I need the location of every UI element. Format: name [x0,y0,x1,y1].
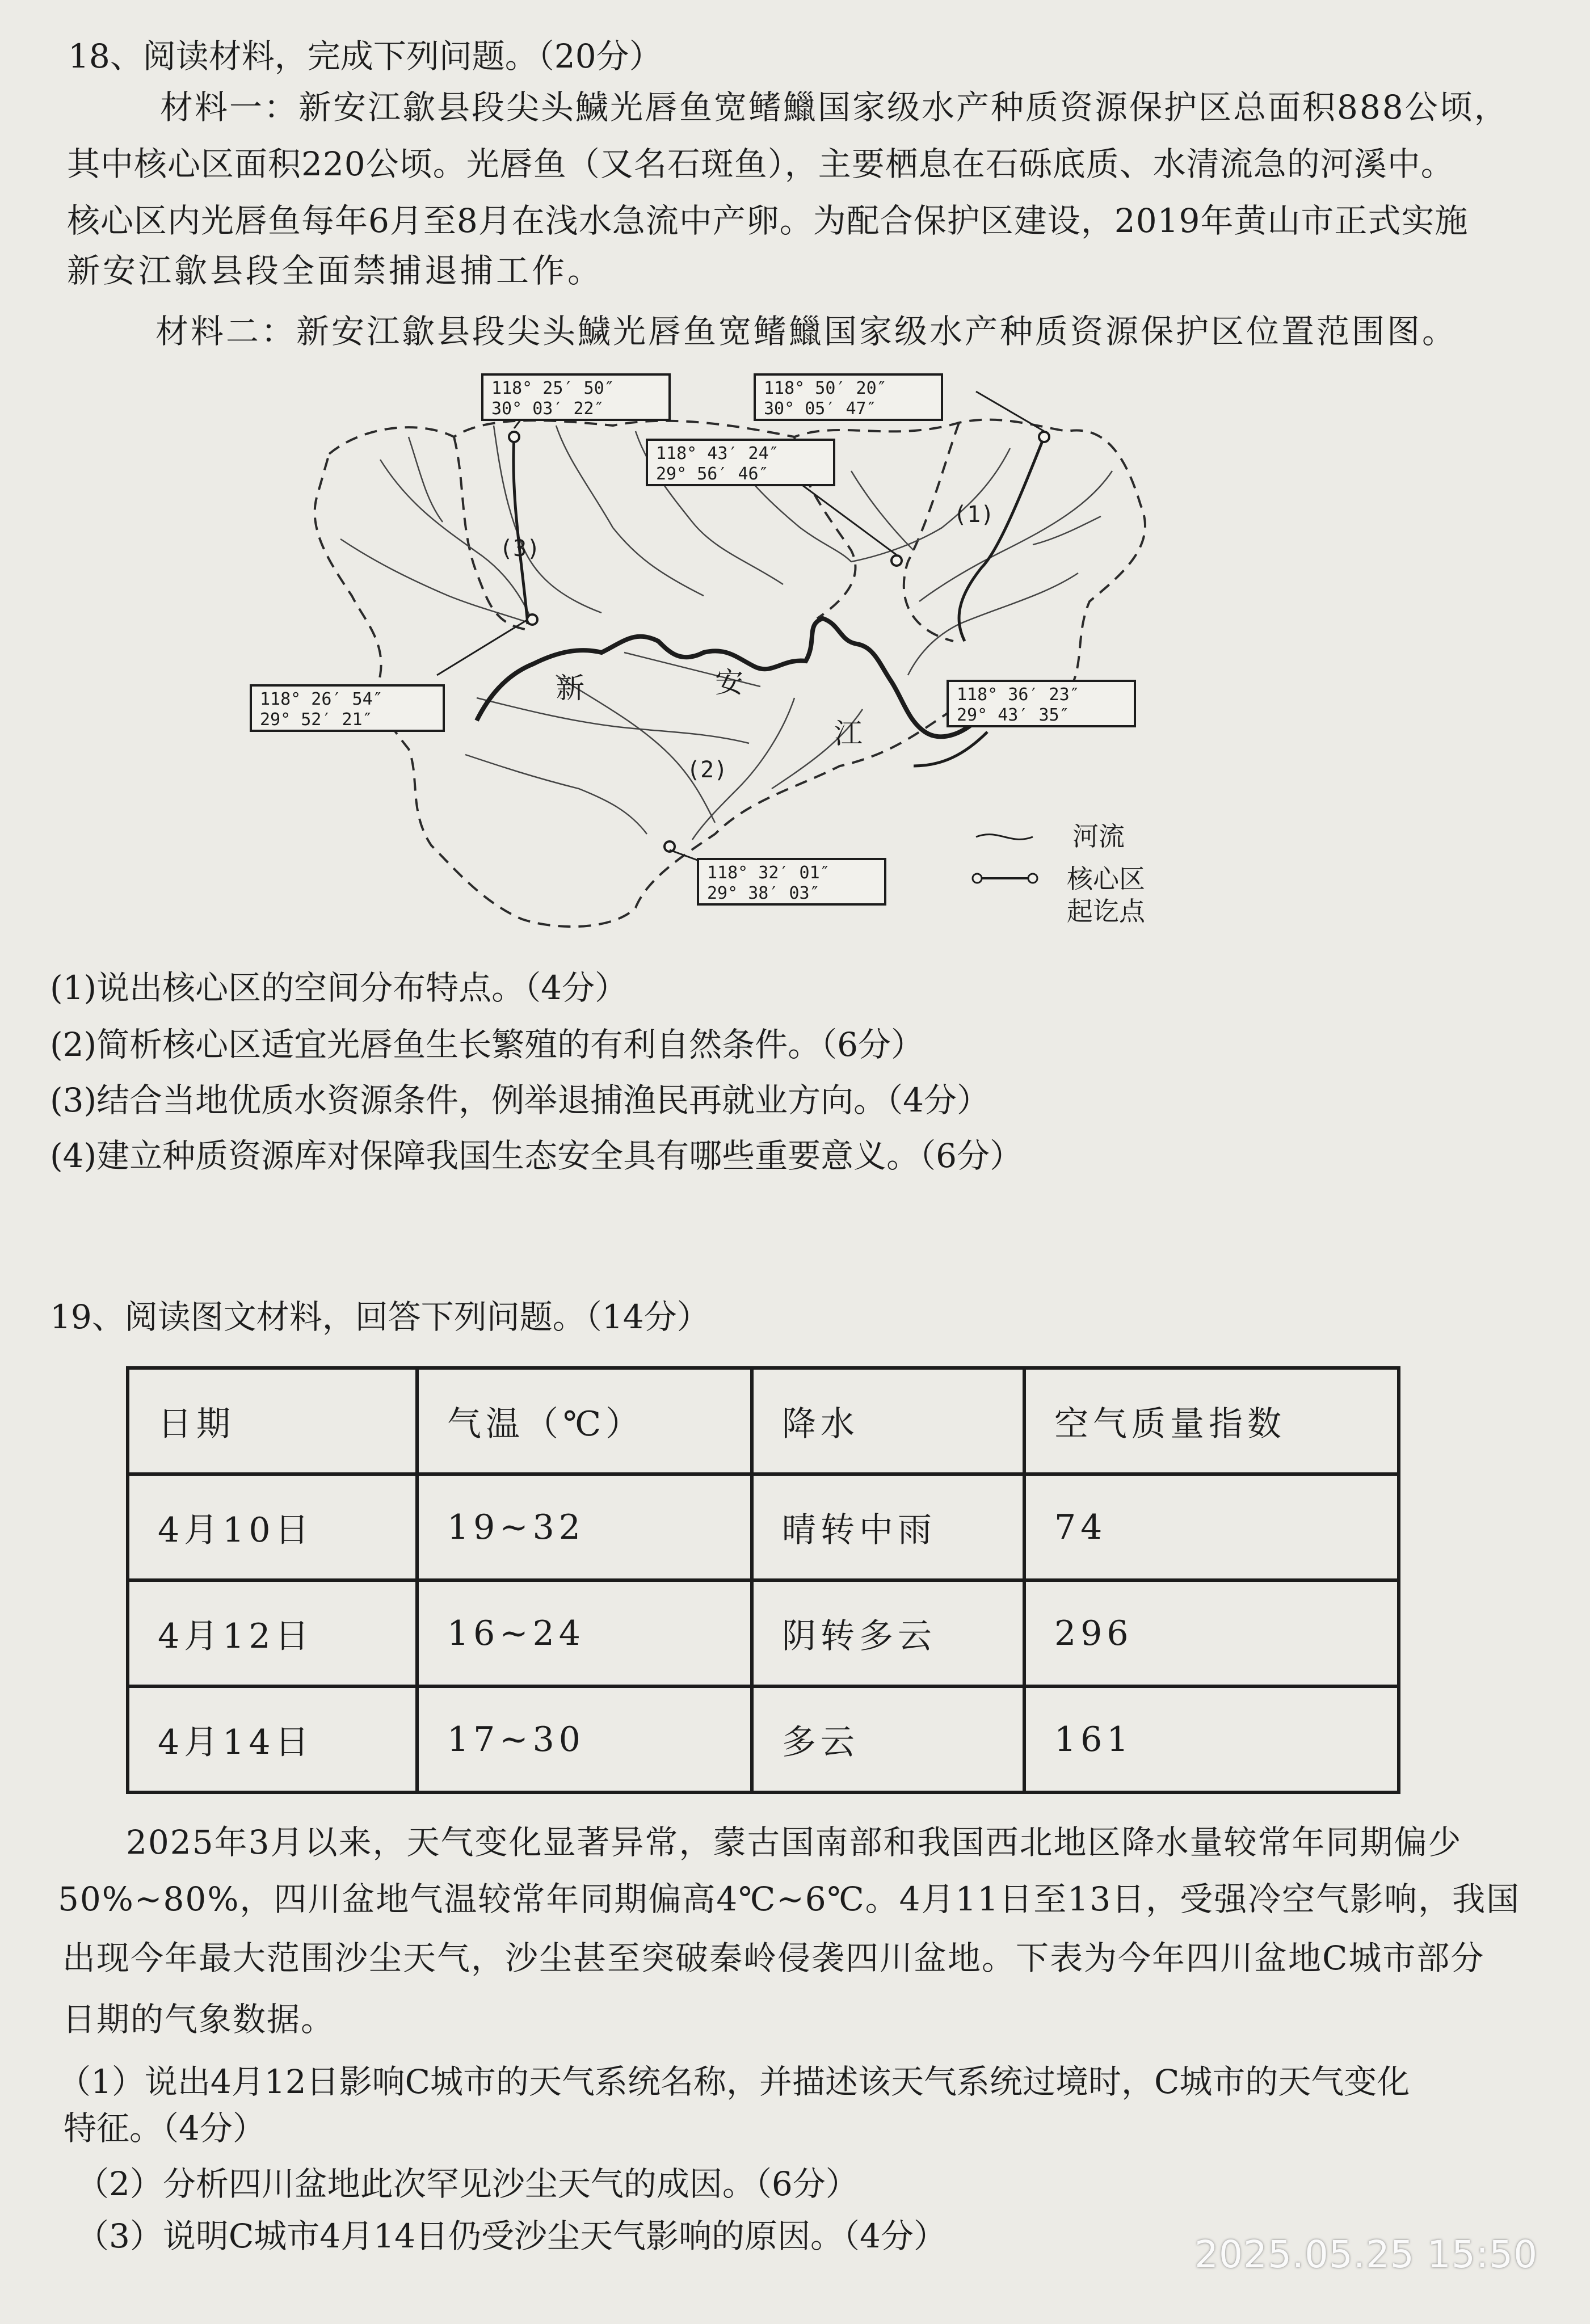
zone-label-3: (3) [499,536,541,562]
q18-question-4: (4)建立种质资源库对保障我国生态安全具有哪些重要意义。（6分） [50,1136,1023,1175]
header-date: 日期 [128,1368,417,1474]
svg-text:118° 50′ 20″: 118° 50′ 20″ [764,378,887,398]
q18-material1-line-1: 材料一：新安江歙县段尖头鱥光唇鱼宽鳍鱲国家级水产种质资源保护区总面积888公顷， [160,88,1509,127]
header-precipitation: 降水 [752,1368,1024,1474]
cell-date: 4月12日 [128,1580,417,1686]
q19-question-2: （2）分析四川盆地此次罕见沙尘天气的成因。（6分） [76,2165,859,2203]
weather-data-table [126,1366,1400,1794]
coordinate-callout-3 [647,440,834,485]
coordinate-callout-1 [482,374,670,420]
cell-air-quality: 74 [1024,1474,1399,1580]
header-air-quality: 空气质量指数 [1024,1368,1399,1474]
coordinate-callout-5 [948,681,1135,726]
coordinate-callout-4 [251,685,444,731]
table-header-row [128,1368,1399,1474]
q18-question-1: (1)说出核心区的空间分布特点。（4分） [50,969,628,1007]
svg-text:30° 05′ 47″: 30° 05′ 47″ [764,399,877,419]
q19-heading: 19、阅读图文材料，回答下列问题。（14分） [50,1298,710,1336]
svg-text:29° 56′ 46″: 29° 56′ 46″ [656,464,769,484]
legend-core-label: 核心区 [1067,864,1145,894]
coordinate-callout-6 [698,859,885,904]
svg-text:29° 52′ 21″: 29° 52′ 21″ [260,710,373,730]
svg-text:29° 43′ 35″: 29° 43′ 35″ [957,705,1070,725]
q19-question-1: （1）说出4月12日影响C城市的天气系统名称，并描述该天气系统过境时，C城市的天气变化 [58,2062,1410,2101]
table-row [128,1686,1399,1792]
q18-question-2: (2)简析核心区适宜光唇鱼生长繁殖的有利自然条件。（6分） [50,1025,924,1064]
svg-text:29° 38′ 03″: 29° 38′ 03″ [707,883,820,903]
cell-air-quality: 296 [1024,1580,1399,1686]
svg-text:118° 26′ 54″: 118° 26′ 54″ [260,689,383,709]
river-char-an: 安 [715,666,743,699]
cell-air-quality: 161 [1024,1686,1399,1792]
svg-text:30° 03′ 22″: 30° 03′ 22″ [491,399,604,419]
cell-precipitation: 晴转中雨 [752,1474,1024,1580]
photo-timestamp: 2025.05.25 15:50 [1194,2233,1538,2276]
legend-core-start-icon [973,874,982,883]
legend-river-label: 河流 [1072,821,1125,852]
cell-temperature: 17~30 [417,1686,752,1792]
map-legend [973,821,1146,927]
cell-temperature: 16~24 [417,1580,752,1686]
q19-question-1-cont: 特征。（4分） [64,2109,266,2148]
zone-label-2: (2) [687,757,728,783]
q19-paragraph-line-3: 出现今年最大范围沙尘天气，沙尘甚至突破秦岭侵袭四川盆地。下表为今年四川盆地C城市部分 [62,1939,1485,1977]
protection-zone-map [238,357,1214,942]
svg-text:118° 32′ 01″: 118° 32′ 01″ [707,863,830,883]
q19-paragraph-line-4: 日期的气象数据。 [62,2000,335,2039]
q18-question-3: (3)结合当地优质水资源条件，例举退捕渔民再就业方向。（4分） [50,1081,990,1119]
q18-material1-line-4: 新安江歙县段全面禁捕退捕工作。 [67,251,604,290]
table-row [128,1474,1399,1580]
cell-precipitation: 多云 [752,1686,1024,1792]
cell-date: 4月10日 [128,1474,417,1580]
legend-river-symbol [976,835,1033,840]
cell-precipitation: 阴转多云 [752,1580,1024,1686]
zone-label-1: (1) [953,502,995,528]
q19-question-3: （3）说明C城市4月14日仍受沙尘天气影响的原因。（4分） [76,2217,947,2255]
header-temperature: 气温（℃） [417,1368,752,1474]
cell-temperature: 19~32 [417,1474,752,1580]
legend-core-label-2: 起讫点 [1067,896,1145,927]
river-char-jiang: 江 [834,717,863,750]
legend-core-end-icon [1028,874,1037,883]
svg-text:118° 43′ 24″: 118° 43′ 24″ [656,444,779,464]
coordinate-callout-2 [755,374,942,420]
q18-material2: 材料二：新安江歙县段尖头鱥光唇鱼宽鳍鱲国家级水产种质资源保护区位置范围图。 [155,312,1458,351]
q18-material1-line-3: 核心区内光唇鱼每年6月至8月在浅水急流中产卵。为配合保护区建设，2019年黄山市正式实施 [67,201,1469,240]
core-zone-endpoints [509,432,1049,852]
river-char-xin: 新 [556,672,584,705]
table-row [128,1580,1399,1686]
cell-date: 4月14日 [128,1686,417,1792]
svg-text:118° 36′ 23″: 118° 36′ 23″ [957,685,1080,705]
q19-paragraph-line-1: 2025年3月以来，天气变化显著异常，蒙古国南部和我国西北地区降水量较常年同期偏少 [126,1823,1462,1862]
svg-text:118° 25′ 50″: 118° 25′ 50″ [491,378,615,398]
q18-material1-line-2: 其中核心区面积220公顷。光唇鱼（又名石斑鱼），主要栖息在石砾底质、水清流急的河溪中。 [67,145,1454,183]
q19-paragraph-line-2: 50%~80%，四川盆地气温较常年同期偏高4℃~6℃。4月11日至13日，受强冷空气影响，我国 [58,1880,1521,1918]
q18-heading: 18、阅读材料，完成下列问题。（20分） [68,37,662,75]
